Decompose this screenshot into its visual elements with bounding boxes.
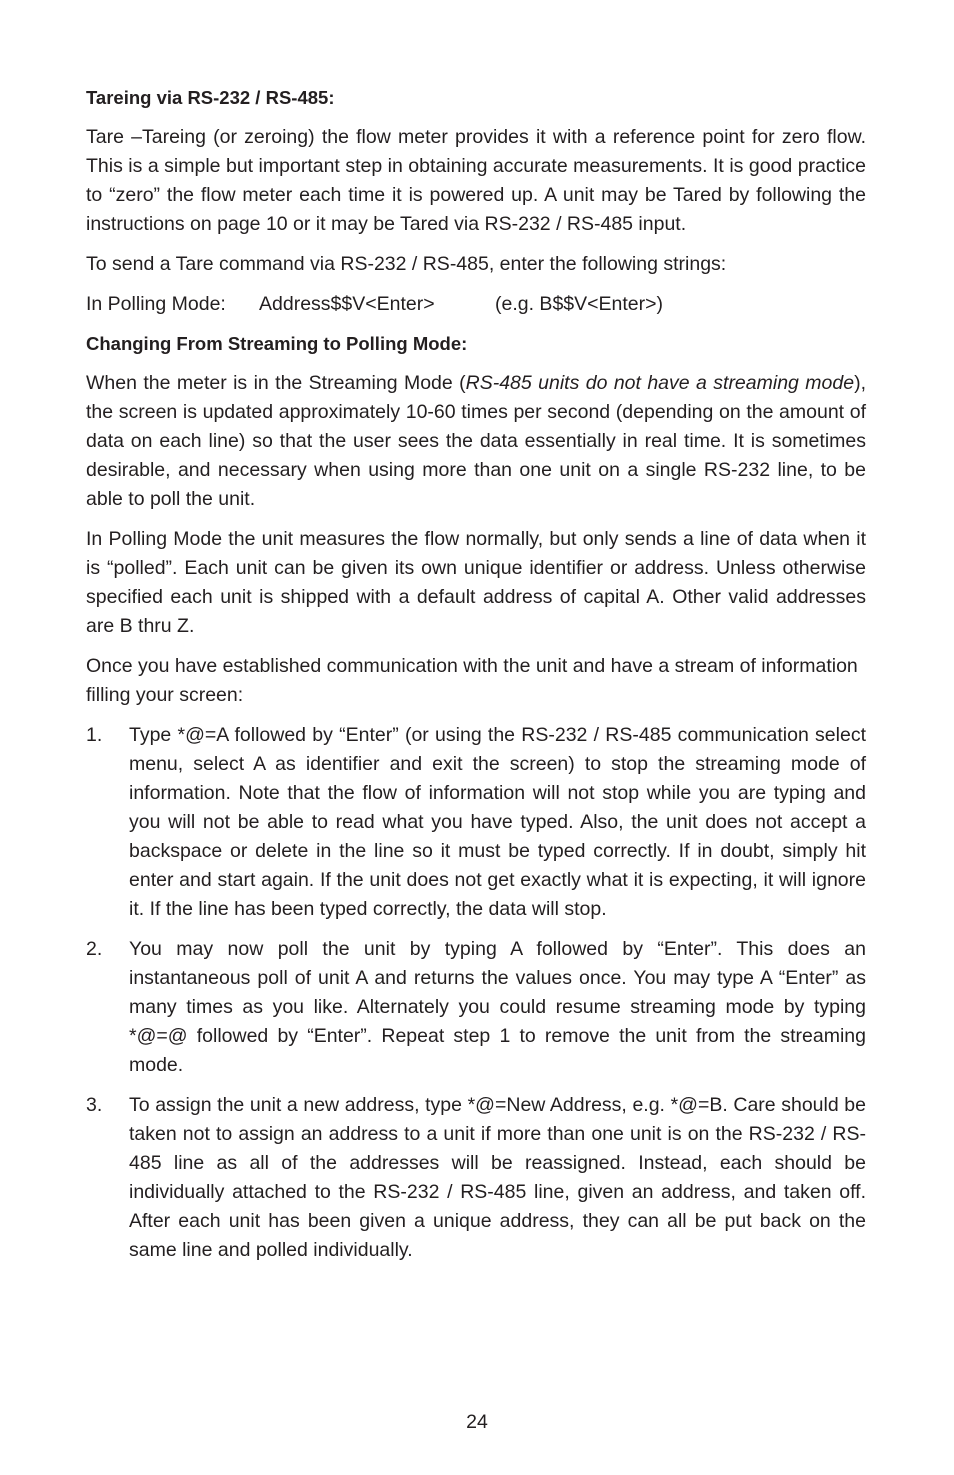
polling-mode-heading: Changing From Streaming to Polling Mode:: [86, 333, 468, 354]
streaming-mode-description: [86, 369, 866, 514]
tareing-description: Tare –Tareing (or zeroing) the flow meter provides it with a reference point for zero flow. This is a simple but important step in obtaining accurate measurements. It is good practice to “zero” the flow meter each time it is powered up. A unit may be Tared by following the instructions on page 10 or it may be Tared via RS-232 / RS-485 input.: [86, 126, 866, 235]
polling-mode-description: In Polling Mode the unit measures the flow normally, but only sends a line of data when it is “polled”. Each unit can be given its own unique identifier or address. Unless otherwise specified each unit is shipped with a default address of capital A. Other valid addresses are B thru Z.: [86, 528, 866, 637]
polling-mode-label: In Polling Mode:: [86, 293, 226, 315]
manual-page: [86, 84, 866, 1276]
steps-intro: Once you have established communication with the unit and have a stream of information filling your screen:: [86, 655, 858, 706]
rs485-note: RS-485 units do not have a streaming mode: [465, 372, 855, 394]
tareing-heading: Tareing via RS-232 / RS-485:: [86, 87, 335, 108]
tare-command-string: Address$$V<Enter>: [259, 293, 435, 315]
list-item: [86, 935, 866, 1080]
tare-command-example: (e.g. B$$V<Enter>): [495, 293, 664, 315]
step-number: 2.: [86, 938, 103, 960]
step-number: 1.: [86, 724, 103, 746]
step-text: You may now poll the unit by typing A followed by “Enter”. This does an instantaneous poll of unit A and returns the values once. You may type A “Enter” as many times as you like. Alternately you could resume streaming mode by typing *@=@ followed by “Enter”. Repeat step 1 to remove the unit from the streaming mode.: [129, 938, 866, 1076]
step-text: To assign the unit a new address, type *@=New Address, e.g. *@=B. Care should be taken not to assign an address to a unit if more than one unit is on the RS-232 / RS-485 line as all of the addresses will be reassigned. Instead, each should be individually attached to the RS-232 / RS-485 line, given an address, and taken off. After each unit has been given a unique address, they can all be put back on the same line and polled individually.: [129, 1094, 866, 1261]
streaming-text-end: ), the screen is updated approximately 10-60 times per second (depending on the amount of data on each line) so that the user sees the data essentially in real time. It is sometimes desirable, and necessary when using more than one unit on a single RS-232 line, to be able to poll the unit.: [86, 372, 866, 510]
steps-list: [86, 721, 866, 1265]
tare-command-intro: To send a Tare command via RS-232 / RS-485, enter the following strings:: [86, 253, 727, 275]
polling-mode-command: [86, 290, 866, 319]
list-item: [86, 1091, 866, 1265]
step-number: 3.: [86, 1094, 103, 1116]
streaming-text-start: When the meter is in the Streaming Mode (: [86, 372, 466, 394]
page-number: 24: [466, 1411, 488, 1433]
step-text: Type *@=A followed by “Enter” (or using the RS-232 / RS-485 communication select menu, select A as identifier and exit the screen) to stop the streaming mode of information. Note that the flow of information will not stop while you are typing and you will not be able to read what you have typed. Also, the unit does not accept a backspace or delete in the line so it must be typed correctly. If in doubt, simply hit enter and start again. If the unit does not get exactly what it is expecting, it will ignore it. If the line has been typed correctly, the data will stop.: [129, 724, 866, 920]
list-item: [86, 721, 866, 924]
